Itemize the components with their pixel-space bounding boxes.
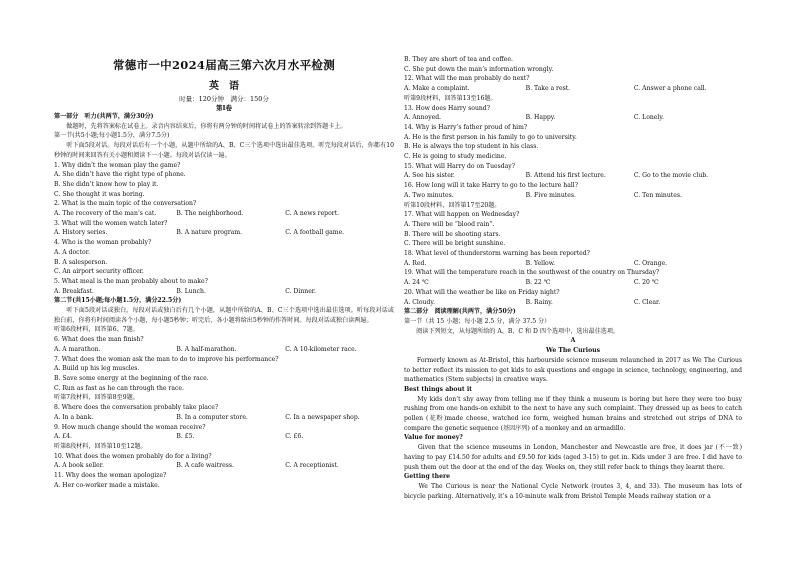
option: C. A news report. <box>285 210 340 218</box>
section2-instructions: 听下面5段对话或独白。每段对话或独白后有几个小题，从题中所给的A、B、C三个选项中选出最佳选项。听每段对话或独白前，你将有时间阅读各个小题，每小题5秒钟；听完后，各小题将给出5秒钟的作答时间。每段对话或独白读两遍。 <box>54 307 394 324</box>
question-8: 8. Where does the conversation probably take place? <box>54 404 219 412</box>
option: B. He is always the top student in his class. <box>404 143 539 151</box>
options-row <box>54 209 394 219</box>
question-2: 2. What is the main topic of the conversation? <box>54 200 197 208</box>
option: A. A marathon. <box>54 345 101 353</box>
option: A. Her co-worker made a mistake. <box>54 481 160 489</box>
option: B. They are short of tea and coffee. <box>404 56 513 63</box>
option: A. Red. <box>404 259 427 267</box>
options-row <box>54 228 394 238</box>
options-row <box>54 413 394 423</box>
question-16: 16. How long will it take Harry to go to the lecture hall? <box>404 182 579 190</box>
question-17: 17. What will happen on Wednesday? <box>404 211 520 219</box>
options-row <box>404 113 742 123</box>
options-row <box>404 259 742 269</box>
option: B. Lunch. <box>176 287 206 295</box>
section1-heading: 第一节(共5小题;每小题1.5分，满分7.5分) <box>54 132 170 140</box>
exam-title: 常德市一中2024届高三第六次月水平检测 <box>112 58 335 72</box>
option: B. Save some energy at the beginning of the race. <box>54 374 209 382</box>
section1-instructions: 听下面5段对话。每段对话后有一个小题，从题中所给的A、B、C三个选项中选出最佳选项。听完每段对话后，你都有10秒钟的时间来回答有关小题和阅读下一小题。每段对话仅读一遍。 <box>54 142 394 159</box>
question-9: 9. How much change should the woman receive? <box>54 423 206 431</box>
passage-paragraph: My kids don’t shy away from telling me if they think a museum is boring but here they were too busy rushing from one hands-on exhibit to the next to have any such complaint. They dressed up as bees to catch pollen (花粉)made cheese, watched ice form, weighed human brains and stretched out strips of DNA to compare the genetic sequence (基因序列) of a monkey and an armadillo. <box>404 395 742 432</box>
option: B. Five minutes. <box>525 191 576 199</box>
subject-heading: 英 语 <box>209 81 239 92</box>
option: C. Lonely. <box>633 114 664 122</box>
right-column <box>404 55 742 501</box>
passage-subheading: Value for money? <box>404 434 463 442</box>
option: C. There will be bright sunshine. <box>404 240 506 248</box>
passage-letter: A <box>570 337 576 345</box>
option: A. Two minutes. <box>404 191 454 199</box>
options-row <box>404 84 742 94</box>
part2-section1-heading: 第一节（共 15 小题；每小题 2.5 分，满分 37.5 分） <box>404 317 551 325</box>
option: C. He is going to study medicine. <box>404 153 507 161</box>
option: B. 22 ℃ <box>525 279 551 287</box>
option: A. There will be “blood rain”. <box>404 220 495 228</box>
question-7: 7. What does the woman ask the man to do to improve his performance? <box>54 355 279 363</box>
option: A. In a bank. <box>54 413 94 421</box>
material-9: 听第9段材料，回答第13至16题。 <box>404 94 497 102</box>
option: C. She thought it was boring. <box>54 190 145 198</box>
option: B. In a computer store. <box>176 413 248 421</box>
option: C. Clear. <box>633 298 661 306</box>
option: B. Happy. <box>525 114 556 122</box>
question-15: 15. What will Harry do on Tuesday? <box>404 162 515 170</box>
material-7: 听第7段材料，回答第8至9题。 <box>54 394 139 402</box>
option: C. In a newspaper shop. <box>285 413 360 421</box>
option: C. £6. <box>285 433 304 441</box>
option: A. Annoyed. <box>404 114 442 122</box>
option: B. A half-marathon. <box>176 345 237 353</box>
question-14: 14. Why is Harry’s father proud of him? <box>404 123 528 131</box>
options-row <box>404 171 742 181</box>
question-6: 6. What does the man finish? <box>54 336 144 344</box>
left-column <box>54 112 394 490</box>
option: A. 24 ℃ <box>404 279 429 287</box>
option: B. £5. <box>176 433 195 441</box>
option: C. Ten minutes. <box>633 191 682 199</box>
question-3: 3. What will the women watch later? <box>54 219 168 227</box>
section2-heading: 第二节(共15小题;每小题1.5分，满分22.5分) <box>54 297 182 305</box>
option: A. He is the first person in his family to go to university. <box>404 133 577 141</box>
option: C. She put down the man’s information wrongly. <box>404 65 554 73</box>
options-row <box>54 287 394 297</box>
option: A. Breakfast. <box>54 287 94 295</box>
option: A. A doctor. <box>54 248 90 256</box>
option: C. A football game. <box>285 229 345 237</box>
passage-subheading: Getting there <box>404 473 451 481</box>
question-11: 11. Why does the woman apologize? <box>54 472 167 480</box>
volume-label: 第Ⅰ卷 <box>215 104 233 112</box>
option: A. Build up his leg muscles. <box>54 365 140 373</box>
question-1: 1. Why didn’t the woman play the game? <box>54 161 181 169</box>
option: B. A salesperson. <box>54 258 108 266</box>
part1-instructions: 做题时，先将答案标在试卷上。录音内容结束后，你将有两分钟的时间将试卷上的答案转涂到答题卡上。 <box>54 122 347 130</box>
option: A. Cloudy. <box>404 298 435 306</box>
option: B. Attend his first lecture. <box>525 172 606 180</box>
material-6: 听第6段材料，回答第6、7题。 <box>54 326 139 334</box>
part1-heading: 第一部分 听力(共两节，满分30分) <box>54 113 154 120</box>
option: B. A nature program. <box>176 229 243 237</box>
option: B. The neighborhood. <box>176 210 244 218</box>
option: B. Rainy. <box>525 298 553 306</box>
material-8: 听第8段材料，回答第10至12题。 <box>54 442 147 450</box>
options-row <box>54 432 394 442</box>
option: C. Go to the movie club. <box>633 172 709 180</box>
question-18: 18. What level of thunderstorm warning has been reported? <box>404 250 590 258</box>
option: C. Orange. <box>633 259 668 267</box>
option: C. A 10-kilometer race. <box>285 345 357 353</box>
options-row <box>404 298 742 308</box>
option: C. Answer a phone call. <box>633 85 707 93</box>
question-4: 4. Who is the woman probably? <box>54 239 152 247</box>
option: B. A cafe waitress. <box>176 462 234 470</box>
option: B. Yellow. <box>525 259 556 267</box>
options-row <box>54 345 394 355</box>
option: A. History series. <box>54 229 108 237</box>
question-5: 5. What meal is the man probably about to make? <box>54 277 208 285</box>
question-10: 10. What does the women probably do for a living? <box>54 452 212 460</box>
option: A. £4. <box>54 433 72 441</box>
option: C. Run as fast as he can through the race. <box>54 384 184 392</box>
time-score: 时量：120分钟 满分：150分 <box>179 95 269 103</box>
part2-instructions: 阅读下列短文，从每题所给的 A、B、C 和 D 四个选项中，选出最佳选项。 <box>404 327 620 335</box>
passage-title: We The Curious <box>545 347 601 355</box>
question-19: 19. What will the temperature reach in the southwest of the country on Thursday? <box>404 269 660 277</box>
question-20: 20. What will the weather be like on Friday night? <box>404 288 560 296</box>
option: C. 20 ℃ <box>633 279 659 287</box>
material-10: 听第10段材料，回答第17至20题。 <box>404 201 501 209</box>
option: A. She didn’t have the right type of phone. <box>54 171 186 179</box>
question-12: 12. What will the man probably do next? <box>404 75 530 83</box>
options-row <box>404 278 742 288</box>
passage-subheading: Best things about it <box>404 385 472 393</box>
passage-paragraph: We The Curious is near the National Cycle Network (routes 3, 4, and 33). The museum has lots of bicycle parking. Alternatively, it’s a 10-minute walk from Bristol Temple Meads railway station or a <box>404 482 742 500</box>
option: A. See his sister. <box>404 172 455 180</box>
option: C. A receptionist. <box>285 462 339 470</box>
passage-paragraph: Formerly known as At-Bristol, this harbourside science museum relaunched in 2017 as We The Curious to better reflect its mission to get kids to ask questions and engage in science, technology, engineering, and mathematics (Stem subjects) in creative ways. <box>404 356 742 384</box>
question-13: 13. How does Harry sound? <box>404 104 490 112</box>
option: C. Dinner. <box>285 287 316 295</box>
part2-heading: 第二部分 阅读理解(共两节，满分50分) <box>404 308 516 316</box>
option: B. There will be shooting stars. <box>404 230 501 238</box>
option: A. The recovery of the man’s cat. <box>54 210 157 218</box>
option: A. A book seller. <box>54 462 104 470</box>
option: A. Make a complaint. <box>404 85 470 93</box>
option: C. An airport security officer. <box>54 268 144 276</box>
option: B. Take a rest. <box>525 85 571 93</box>
option: B. She didn’t know how to play it. <box>54 180 159 188</box>
options-row <box>54 461 394 471</box>
options-row <box>404 191 742 201</box>
passage-paragraph: Given that the science museums in London, Manchester and Newcastle are free, it does jar (不一致) having to pay £14.50 for adults and £9.50 for kids (aged 3-15) to get in. Kids under 3 are free. I did have to push them out the door at the end of the day. Weeks on, they still refer back to things they learnt there. <box>404 444 742 471</box>
